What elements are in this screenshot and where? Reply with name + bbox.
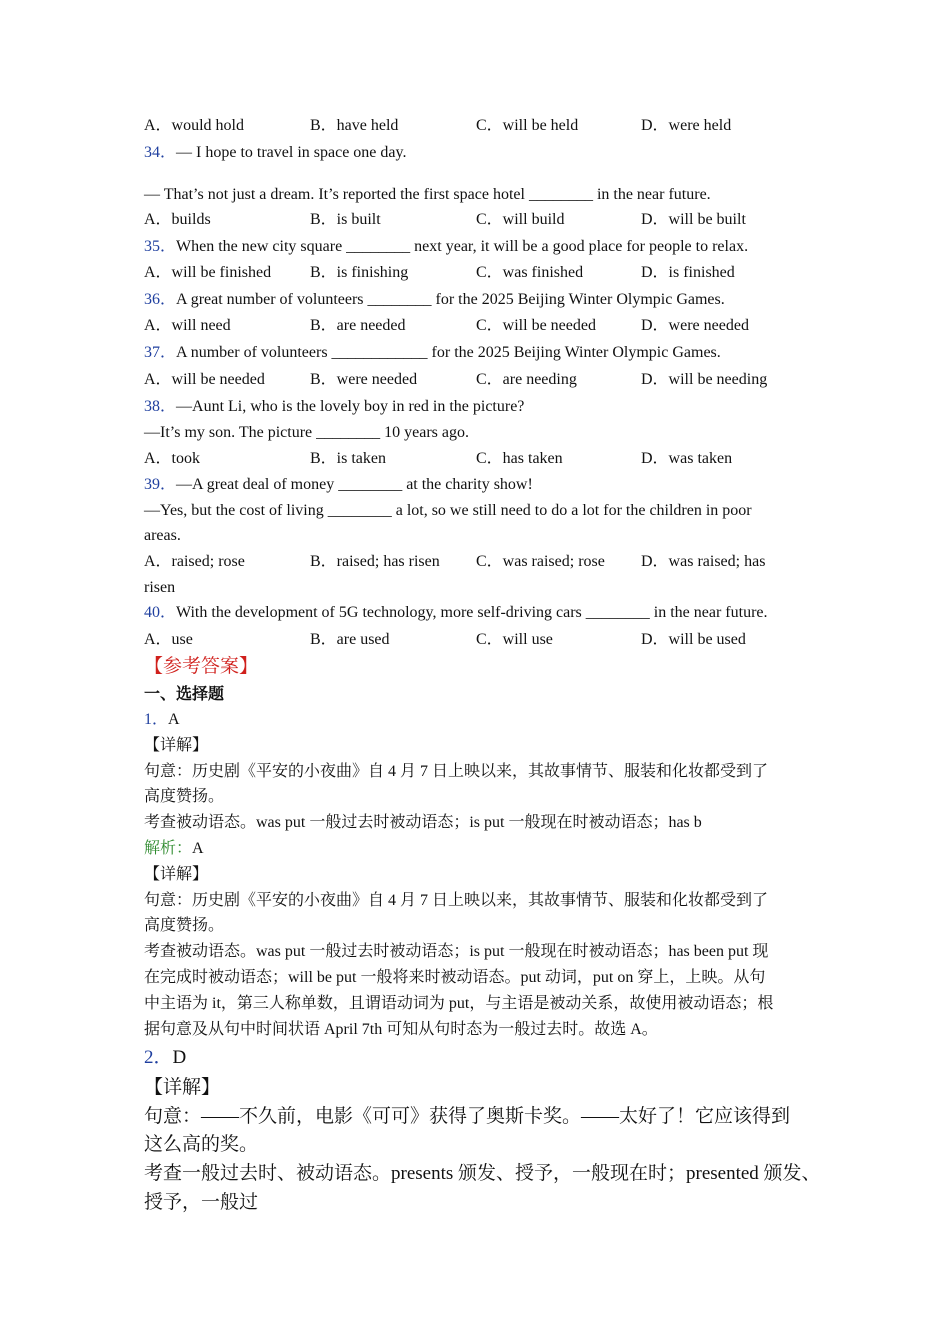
q39-reply: —Yes, but the cost of living ________ a lot, so we still need to do a lot for the children in poor — [144, 502, 752, 519]
q40-stem-line — [144, 603, 768, 623]
answer-2-line — [144, 1045, 186, 1071]
q35-number: 35． — [144, 238, 177, 255]
answer-2-meaning-2: 这么高的奖。 — [144, 1134, 259, 1155]
q34-number: 34． — [144, 144, 177, 161]
answer-1-detail-label-2: 【详解】 — [144, 866, 209, 883]
answer-key-heading: 【参考答案】 — [144, 656, 259, 677]
answer-1-explain-1: 考查被动语态。was put 一般过去时被动语态；is put 一般现在时被动语态；has been put 现 — [144, 943, 769, 960]
answer-1-meaning-1: 句意：历史剧《平安的小夜曲》自 4 月 7 日上映以来，其故事情节、服装和化妆都受到了 — [144, 763, 769, 780]
answer-2-explain-1: 考查一般过去时、被动语态。presents 颁发、授予，一般现在时；presented 颁发、 — [144, 1163, 821, 1184]
q36-stem: A great number of volunteers ________ for the 2025 Beijing Winter Olympic Games. — [176, 291, 725, 308]
q35-option-b: B．is finishing — [310, 264, 409, 281]
q38-option-a: A．took — [144, 450, 201, 467]
q33-option-a: A．would hold — [144, 117, 245, 134]
answer-1-partial: 考查被动语态。was put 一般过去时被动语态；is put 一般现在时被动语态；has b — [144, 814, 702, 831]
q38-number: 38． — [144, 398, 177, 415]
q33-option-c: C．will be held — [476, 117, 579, 134]
q36-option-a: A．will need — [144, 317, 231, 334]
q33-option-b: B．have held — [310, 117, 399, 134]
q35-option-c: C．was finished — [476, 264, 584, 281]
answer-1-value: A — [168, 711, 180, 728]
q38-option-d: D．was taken — [641, 450, 733, 467]
q36-option-d: D．were needed — [641, 317, 749, 334]
q39-number: 39． — [144, 476, 177, 493]
q40-option-c: C．will use — [476, 631, 553, 648]
q39-option-b: B．raised; has risen — [310, 553, 440, 570]
answer-1-meaning-3: 句意：历史剧《平安的小夜曲》自 4 月 7 日上映以来，其故事情节、服装和化妆都受到了 — [144, 892, 769, 909]
q35-option-d: D．is finished — [641, 264, 735, 281]
q39-stem: —A great deal of money ________ at the charity show! — [176, 476, 533, 493]
q39-stem-line — [144, 475, 533, 495]
q33-option-d: D．were held — [641, 117, 732, 134]
q39-option-a: A．raised; rose — [144, 553, 245, 570]
q34-option-c: C．will build — [476, 211, 565, 228]
answer-2-detail-label: 【详解】 — [144, 1077, 221, 1098]
answer-1-explain-2: 在完成时被动语态；will be put 一般将来时被动语态。put 动词，put on 穿上，上映。从句 — [144, 969, 766, 986]
answer-1-explain-4: 据句意及从句中时间状语 April 7th 可知从句时态为一般过去时。故选 A。 — [144, 1021, 658, 1038]
answer-1-detail-label: 【详解】 — [144, 737, 209, 754]
q34-option-d: D．will be built — [641, 211, 746, 228]
q40-stem: With the development of 5G technology, more self-driving cars ________ in the near future. — [176, 604, 768, 621]
q38-option-b: B．is taken — [310, 450, 386, 467]
q36-stem-line — [144, 290, 725, 310]
analysis-answer: A — [192, 840, 204, 857]
answer-1-meaning-4: 高度赞扬。 — [144, 917, 225, 934]
q34-stem-line — [144, 143, 406, 163]
q39-option-c: C．was raised; rose — [476, 553, 605, 570]
q38-stem: —Aunt Li, who is the lovely boy in red in the picture? — [176, 398, 525, 415]
q35-option-a: A．will be finished — [144, 264, 272, 281]
q40-number: 40． — [144, 604, 177, 621]
q37-option-a: A．will be needed — [144, 371, 265, 388]
q38-option-c: C．has taken — [476, 450, 563, 467]
q39-option-d-wrap: risen — [144, 579, 176, 596]
q34-stem: — I hope to travel in space one day. — [176, 144, 407, 161]
answer-2-number: 2． — [144, 1047, 173, 1068]
answer-1-analysis — [144, 839, 204, 859]
q34-option-b: B．is built — [310, 211, 381, 228]
q37-option-d: D．will be needing — [641, 371, 768, 388]
answer-1-explain-3: 中主语为 it，第三人称单数，且谓语动词为 put，与主语是被动关系，故使用被动语态；根 — [144, 995, 774, 1012]
answer-1-line — [144, 710, 180, 730]
q34-reply: — That’s not just a dream. It’s reported the first space hotel ________ in the near future. — [144, 186, 711, 203]
q40-option-b: B．are used — [310, 631, 390, 648]
q38-stem-line — [144, 397, 524, 417]
q39-reply-wrap: areas. — [144, 527, 181, 544]
q36-option-b: B．are needed — [310, 317, 406, 334]
q37-option-c: C．are needing — [476, 371, 577, 388]
q38-reply: —It’s my son. The picture ________ 10 years ago. — [144, 424, 469, 441]
answer-1-meaning-2: 高度赞扬。 — [144, 788, 225, 805]
q37-number: 37． — [144, 344, 177, 361]
q40-option-d: D．will be used — [641, 631, 746, 648]
q36-number: 36． — [144, 291, 177, 308]
q40-option-a: A．use — [144, 631, 193, 648]
analysis-label: 解析： — [144, 840, 193, 857]
answer-2-meaning-1: 句意：——不久前，电影《可可》获得了奥斯卡奖。——太好了！它应该得到 — [144, 1106, 791, 1127]
section-heading: 一、选择题 — [144, 686, 225, 703]
answer-1-number: 1． — [144, 711, 169, 728]
answer-2-value: D — [172, 1047, 187, 1068]
q37-stem-line — [144, 343, 721, 363]
q37-option-b: B．were needed — [310, 371, 418, 388]
q36-option-c: C．will be needed — [476, 317, 596, 334]
answer-2-explain-2: 授予，一般过 — [144, 1192, 259, 1213]
q37-stem: A number of volunteers ____________ for the 2025 Beijing Winter Olympic Games. — [176, 344, 721, 361]
q39-option-d: D．was raised; has — [641, 553, 766, 570]
q34-option-a: A．builds — [144, 211, 211, 228]
q35-stem: When the new city square ________ next year, it will be a good place for people to relax. — [176, 238, 749, 255]
q35-stem-line — [144, 237, 748, 257]
